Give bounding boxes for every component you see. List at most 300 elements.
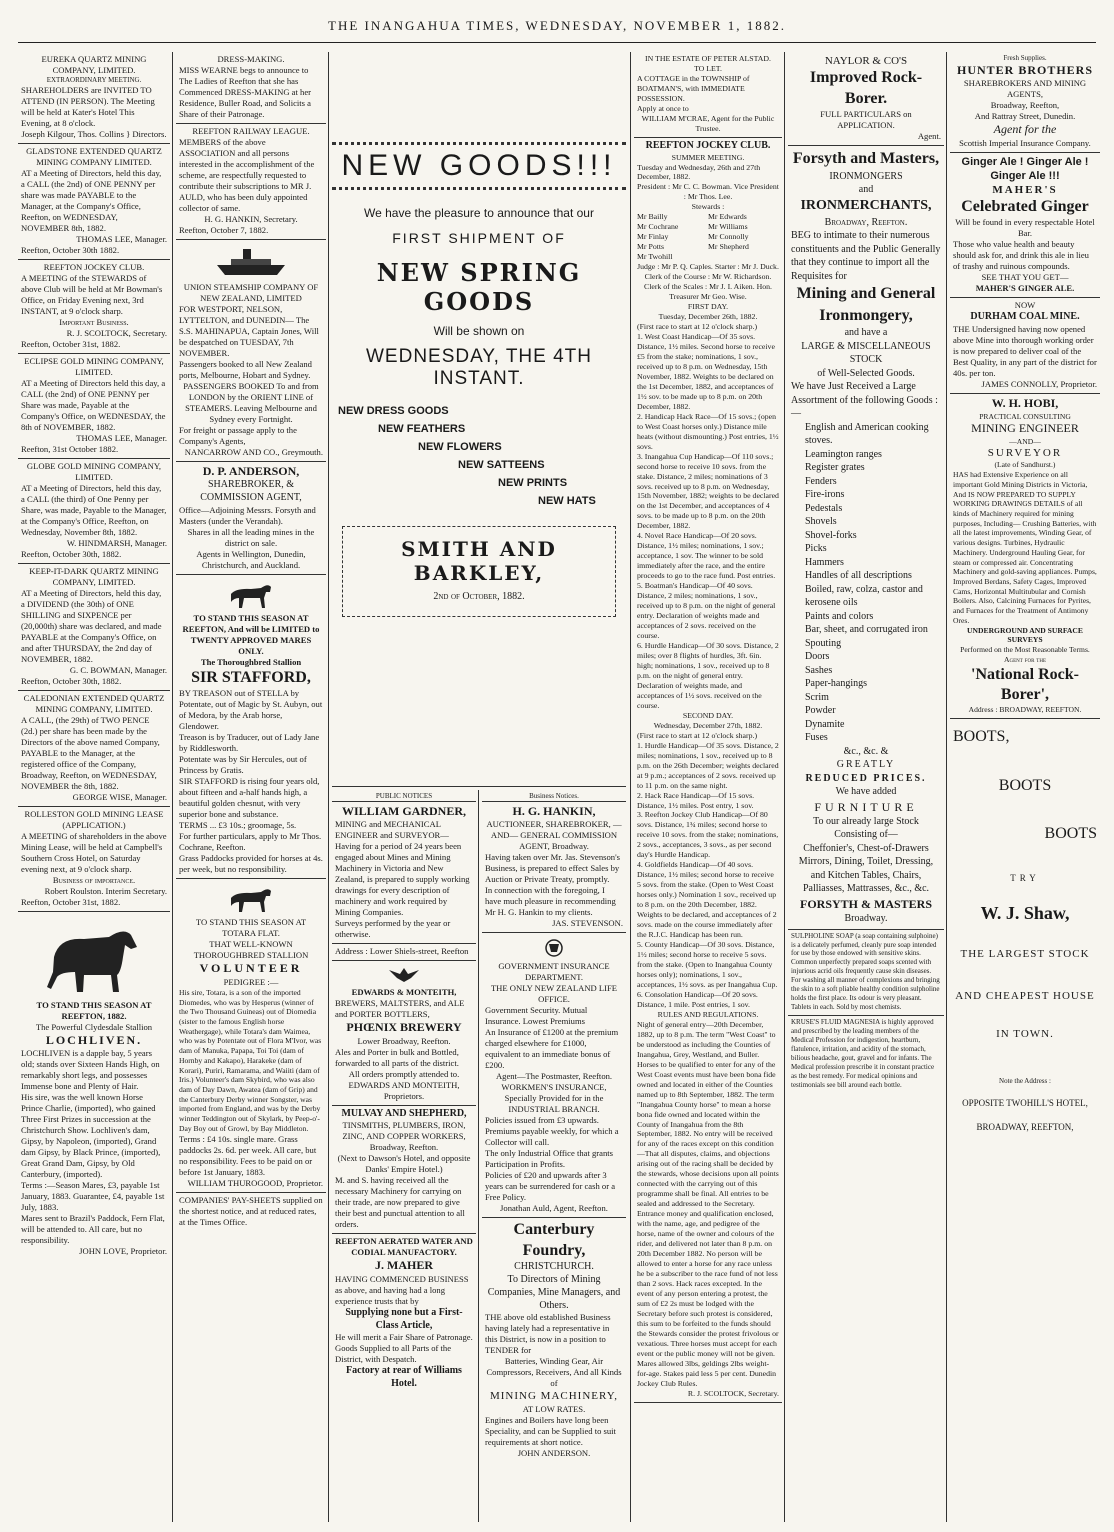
ad-body: Policies issued from £3 upwards. Premiums payable weekly, for which a Collector will call. <box>485 1115 619 1148</box>
goods-item: Bar, sheet, and corrugated iron <box>805 624 928 636</box>
mulvay-ad <box>332 1106 476 1235</box>
notice-body: AT a Meeting of Directors, held this day, a DIVIDEND (the 30th) of ONE SHILLING and SIXPENCE per (20,000th) share was declared, and made PAYABLE at the Company's Office, on and after THURSDAY, the 2nd day of NOVEMBER, 1882. <box>21 587 162 664</box>
column-7 <box>950 52 1100 1522</box>
ad-body: To Directors of Mining Companies, Mine Managers, and Others. <box>487 1274 621 1311</box>
race-entry: 6. Hurdle Handicap—Of 30 sovs. Distance, 2 miles; over 8 flights of hurdles, 3ft. 6in. high; nominations, 1 sov., received up to 8 p.m. on the night of general entry. Declaration of weights made, and acceptances of 1½ sovs. received on the course. <box>637 641 779 710</box>
notice-subtitle: SECOND DAY. <box>682 710 734 720</box>
ad-subtitle: IRONMONGERS <box>829 170 903 182</box>
goods-item: Sashes <box>805 664 833 676</box>
race-entry: 5. County Handicap—Of 30 sovs. Distance, 1½ miles; second horse to receive 5 sovs. from the stake. (Open to Inangahua County horses only); nominations, 1 sov., acceptances, 1½ sovs. as per Inangahua Cup. <box>637 940 778 989</box>
ad-title: DURHAM COAL MINE. <box>970 311 1080 323</box>
notice-date: Reefton, October 30th 1882. <box>21 244 120 255</box>
ad-body: HAS had Extensive Experience on all important Gold Mining Districts in Victoria, And IS NOW PREPARED TO SUPPLY WORKING DRAWINGS DETAILS of all kinds of Machinery required for mining purposes, Including— Crushing Batteries, with all the latest improvements, Winding Gear, of various designs. Turbines, Hydraulic Machinery. Underground Hauling Gear, for steam or compressed air. Concentrating Machinery and gold-saving appliances. Pumps, Improved Berdans, Safety Cages, Improved Cams, Horizontal Multitubular and Cornish Boilers. Also, Calcining Furnaces for Pyrites, and Furnaces for the Treatment of Antimony Ores. <box>953 470 1097 625</box>
ad-address: And Rattray Street, Dunedin. <box>974 111 1076 122</box>
ad-body: Those who value health and beauty should ask for, and drink this ale in lieu of trashy and ruinous compounds. <box>953 239 1089 272</box>
masthead-rule <box>18 42 1096 43</box>
goods-item: NEW PRINTS <box>498 477 568 489</box>
brewery-name: PHŒNIX BREWERY <box>346 1020 462 1035</box>
hankin-ad <box>482 802 626 933</box>
ad-signature: JOHN ANDERSON. <box>517 1447 591 1458</box>
ad-body: The only Industrial Office that grants Participation in Profits. <box>485 1148 613 1170</box>
ad-headline: TO STAND THIS SEASON AT REEFTON, 1882. <box>36 999 152 1021</box>
ad-body: M. and S. having received all the necessary Machinery for carrying on their trade, are now prepared to give their best and punctual attention to all orders. <box>335 1175 465 1230</box>
ad-title: J. MAHER <box>375 1258 433 1273</box>
ad-signature: JOHN LOVE, Proprietor. <box>79 1246 167 1257</box>
notice-body: President : Mr C. C. Bowman. Vice President : Mr Thos. Lee. <box>637 182 779 202</box>
column-divider <box>784 52 785 1522</box>
notice-body: Judge : Mr P. Q. Caples. Starter : Mr J. Duck. Clerk of the Course : Mr W. Richardson. Clerk of the Scales : Mr J. I. Aiken. Hon. Treasurer Mr Geo. Wise. <box>637 262 779 302</box>
railway-league-ad <box>176 124 326 240</box>
ad-body: AND CHEAPEST HOUSE <box>955 990 1095 1003</box>
ad-body: Note the Address : <box>999 1077 1051 1086</box>
notice-title: REEFTON JOCKEY CLUB. <box>645 139 771 151</box>
notice-body: Night of general entry—20th December, 1882, up to 8 p.m. The term "West Coast" to be understood as including the Counties of Inangahua, Grey, Westland, and Buller. Horses to be qualified to enter for any of the West Coast events must have been bona fide owned and located in either of the Counties named up to 8th September, 1882. The term "Inangahua County horse" to mean a horse bona fide owned and located within the County of Inangahua from the 8th September, 1882. No entry will be received for any of the races except on this condition—That all disputes, claims, and objections arising out of the racing shall be decided by the stewards, whose decisions upon all points connected with the carrying out of this programme shall be final. All entries to be sealed and addressed to the Secretary. Entrance money and qualification enclosed, with the name, age, and pedigree of the horse, name of the owner and colours of the rider, and delivered not later than 8 p.m. on 20th December 1882. No person will be allowed to enter a horse for any race unless he be a subscriber to the race fund of not less than 2 sovs. Hack races excepted. In the event of any person entering a protest, the sum of £2 2s must be lodged with the Secretary before such protest is considered, this sum to be forfeited to the funds should the Stewards consider the protest frivolous or vexatious. Three horses must accept for each event or the public money will not be given. Mares allowed 3lbs, geldings 2lbs weight-for-age. Stakes paid less 5 per cent. Dunedin Jockey Club Rules. <box>637 1019 779 1388</box>
royal-crest-icon <box>485 938 623 958</box>
ad-body: We have Just Received a Large Assortment of the following Goods :— <box>791 381 938 420</box>
ad-title: NAYLOR & CO'S <box>824 55 908 67</box>
eureka-notice <box>18 52 170 144</box>
goods-item: Doors <box>805 651 830 663</box>
ad-address: Broadway, Reefton. <box>369 1142 439 1153</box>
steward-name: Mr Shepherd <box>708 242 749 252</box>
eclipse-notice <box>18 354 170 459</box>
ad-title: DRESS-MAKING. <box>217 54 285 64</box>
goods-item: Pedestals <box>805 502 843 514</box>
notice-body: A CALL, (the 29th) of TWO PENCE (2d.) per share has been made by the Directors of the above named Company, PAYABLE to the Manager, at the registered office of the Company, Broadway, Reefton, on WEDNESDAY, NOVEMBER the 8th, 1882. <box>21 714 160 791</box>
ad-highlight: REDUCED PRICES. <box>805 772 927 784</box>
ad-title: EDWARDS & MONTEITH, <box>351 987 457 998</box>
column-divider <box>328 52 329 1522</box>
ad-body: Scottish Imperial Insurance Company. <box>959 137 1091 148</box>
race-entry: 2. Handicap Hack Race—Of 15 sovs.; (open to West Coast horses only.) Distance mile heats (without dismounting.) Post entries, 1½ sovs. <box>637 411 779 451</box>
lochliven-ad <box>18 912 170 1260</box>
ad-body: His sire, Totara, is a son of the imported Diomedes, who was by Hesperus (winner of the Two Thousand Guineas) out of Diomedia (sister to the famous English horse Weathergage), while Totara's dam Waimea, who was by Potentate out of Flora M'Ivor, was dam of Manuka, Papapa, Toi Toi (dam of Hornby and Kakapo), Harakeke (dam of Korari), Puriri, Ramarama, and Waiiti (dam of Iris.) Volunteer's dam Skybird, who was also dam of Day Dawn, Awatea (dam of Grip) and the Canterbury Derby winner Songster, was imported from England, and was by the Derby winner Teddington out of Skylark, by Peep-o'-Day Boy out of Growl, by Bay Middleton. <box>179 987 322 1133</box>
ad-body: GREATLY <box>836 759 896 771</box>
steward-name: Mr Finlay <box>637 232 669 242</box>
ad-signature: EDWARDS AND MONTEITH, Proprietors. <box>348 1079 460 1101</box>
ad-subtitle: SURVEYOR <box>987 447 1063 460</box>
ad-title: HUNTER BROTHERS <box>956 62 1094 77</box>
jockey-club-notice <box>18 260 170 354</box>
ad-subtitle: WORKMEN'S INSURANCE, Specially Provided for in the INDUSTRIAL BRANCH. <box>501 1082 607 1115</box>
ad-body: Passengers booked to all New Zealand ports, Melbourne, Hobart and Sydney. <box>179 359 312 380</box>
ad-body: For freight or passage apply to the Company's Agents, <box>179 425 297 446</box>
notice-title: ECLIPSE GOLD MINING COMPANY, LIMITED. <box>24 355 164 377</box>
notice-title: EUREKA QUARTZ MINING COMPANY, LIMITED. <box>41 54 147 75</box>
column-divider <box>172 52 173 1522</box>
ad-subtitle: MINING ENGINEER <box>971 421 1079 436</box>
goods-item: Picks <box>805 543 827 555</box>
goods-item: Fenders <box>805 475 837 487</box>
ad-title: D. P. ANDERSON, <box>202 464 300 478</box>
ad-date: Reefton, October 7, 1882. <box>179 225 269 235</box>
date-heading: WEDNESDAY, THE 4TH INSTANT. <box>366 346 592 389</box>
notice-subtitle: Stewards : <box>691 202 725 212</box>
keep-it-dark-notice <box>18 564 170 691</box>
sir-stafford-ad <box>176 575 326 879</box>
notice-body: Tuesday and Wednesday, 26th and 27th December, 1882. <box>637 162 761 182</box>
ad-title: UNION STEAMSHIP COMPANY OF NEW ZEALAND, LIMITED <box>183 282 319 303</box>
government-insurance-ad <box>482 933 626 1218</box>
ad-body: All orders promptly attended to. <box>348 1068 460 1079</box>
pay-sheets-ad <box>176 1193 326 1231</box>
goods-item: Spouting <box>805 637 842 649</box>
ad-body: THE above old established Business having lately had a representative in this District, is now in a position to TENDER for <box>485 1312 611 1356</box>
ad-headline: TO STAND THIS SEASON AT TOTARA FLAT. <box>195 917 307 939</box>
notice-title: ROLLESTON GOLD MINING LEASE <box>24 808 164 819</box>
stewards-list <box>637 212 779 262</box>
ad-body: FOR WESTPORT, NELSON, LYTTELTON, and DUNEDIN— The S.S. MAHINAPUA, Captain Jones, Will be despatched on TUESDAY, 7th NOVEMBER. <box>179 304 319 358</box>
race-entry: 4. Goldfields Handicap—Of 40 sovs. Distance, 1½ miles; second horse to receive 5 sovs. from the stake. (Open to West Coast horses only.) Nomination 1 sov., received up to 8 p.m. on the 20th December, 1882. Weights to be declared, and acceptances of 2 sovs. made on the course immediately after the R.J.C. Handicap has been run. <box>637 860 777 940</box>
ad-body: IN TOWN. <box>996 1028 1054 1041</box>
ad-body: TRY <box>1010 872 1040 883</box>
ad-title: WILLIAM GARDNER, <box>341 803 466 818</box>
hobi-engineer-ad <box>950 394 1100 719</box>
ad-subtitle: PEDIGREE :— <box>223 976 279 987</box>
notice-body: Wednesday, December 27th, 1882. <box>653 720 763 730</box>
ad-body: THE Undersigned having now opened above Mine into thorough working order is now prepared to deliver coal of the Best Quality, in any part of the district for 40s. per ton. <box>953 324 1097 379</box>
notice-body: A MEETING of the STEWARDS of above Club will be held at Mr Bowman's Office, on Friday Evening next, 3rd INSTANT, at 9 o'clock sharp. <box>21 272 163 316</box>
ad-body: He will merit a Fair Share of Patronage. <box>335 1332 473 1343</box>
notice-subtitle: (APPLICATION.) <box>62 819 126 830</box>
ad-body: Agent for the <box>1003 654 1047 664</box>
steward-name: Mr Connolly <box>708 232 749 242</box>
goods-list <box>332 402 626 510</box>
ad-terms: TERMS ... £3 10s.; groomage, 5s. <box>179 820 297 831</box>
ad-note: Fresh Supplies. <box>1003 54 1047 62</box>
notice-signature: GEORGE WISE, Manager. <box>72 791 167 802</box>
ad-body: In connection with the foregoing, I have much pleasure in recommending Mr H. G. Hankin to my clients. <box>485 885 616 918</box>
race-entry: 2. Hack Race Handicap—Of 15 sovs. Distance, 1½ miles. Post entry, 1 sov. <box>637 790 755 810</box>
aerated-water-ad <box>332 1234 476 1394</box>
ad-title: Improved Rock-Borer. <box>809 69 923 107</box>
ad-highlight: Ironmongery, <box>819 306 913 324</box>
volunteer-ad <box>176 879 326 1192</box>
rolleston-notice <box>18 807 170 912</box>
ad-body: We have added <box>835 786 897 798</box>
column-6 <box>788 52 944 1522</box>
ad-signature: Jonathan Auld, Agent, Reefton. <box>500 1203 608 1214</box>
spring-goods-heading: NEW SPRING GOODS <box>376 258 582 316</box>
notice-date: Reefton, October 30th, 1882. <box>21 675 122 686</box>
race-entry: 3. Inangahua Cup Handicap—Of 110 sovs.; second horse to receive 10 sovs. from the stake. Distance, 2 miles; nominations of 3 sovs. received up to 8 p.m. on Wednesday, 15th November, 1882; weights to be declared on the 1st December, and acceptances of 4 sovs. to be made up to 8 p.m. on the 20th December, 1882. <box>637 451 779 531</box>
column-4 <box>482 792 626 1522</box>
ad-title: BOOTS, <box>953 728 1010 746</box>
ad-body: &c., &c. & <box>843 745 889 757</box>
ad-body: BY TREASON out of STELLA by Potentate, out of Magic by St. Aubyn, out of Medora, by the Arab horse, Glendower. <box>179 688 323 732</box>
ad-body: Engines and Boilers have long been Speciality, and can be Supplied to suit requirements at short notice. <box>485 1414 616 1447</box>
ad-signature: FORSYTH & MASTERS <box>799 896 933 911</box>
steward-name: Mr Bailly <box>637 212 668 222</box>
ad-body: Factory at rear of Williams Hotel. <box>346 1365 462 1390</box>
ad-body: Policies of £20 and upwards after 3 years can be surrendered for cash or a Free Policy. <box>485 1170 616 1203</box>
ad-title: MAHER'S <box>992 183 1058 196</box>
naylor-ad <box>788 52 944 146</box>
ad-body: Having taken over Mr. Jas. Stevenson's Business, is prepared to effect Sales by Auction or Private Treaty, promptly. <box>485 852 620 885</box>
ad-highlight: MINING MACHINERY, <box>489 1390 619 1403</box>
ad-subtitle: THE ONLY NEW ZEALAND LIFE OFFICE. <box>490 983 618 1005</box>
ad-address: Address : BROADWAY, REEFTON. <box>968 705 1082 715</box>
ad-body: LARGE & MISCELLANEOUS STOCK <box>801 340 931 366</box>
ad-body: MEMBERS of the above ASSOCIATION and all persons interested in the accomplishment of the scheme, are respectfully requested to contribute their subscriptions to MR J. AULD, who has been duly appointed collector of same. <box>179 137 315 213</box>
race-entry: 3. Reefton Jockey Club Handicap—Of 80 sovs. Distance, 1¾ miles; second horse to receive 10 sovs. from the stake; nominations, 2 sovs., acceptances, 3 sovs., as per second day's Hurdle Handicap. <box>637 810 779 860</box>
notice-date: Reefton, October 31st, 1882. <box>21 338 121 349</box>
globe-notice <box>18 459 170 564</box>
notice-subtitle: EXTRAORDINARY MEETING. <box>46 76 142 84</box>
ad-body: PASSENGERS BOOKED To and from LONDON by the ORIENT LINE of STEAMERS. Leaving Melbourne and Sydney every Fortnight. <box>183 381 319 424</box>
ad-body: Performed on the Most Reasonable Terms. <box>960 645 1090 655</box>
ginger-ale-ad <box>950 153 1100 299</box>
dressmaking-ad <box>176 52 326 124</box>
goods-item: Fuses <box>805 732 828 744</box>
ad-body: Agents in Wellington, Dunedin, Christchurch, and Auckland. <box>196 548 306 570</box>
ad-body: Treason is by Traducer, out of Lady Jane by Riddlesworth. <box>179 732 320 754</box>
ad-title: MULVAY AND SHEPHERD, <box>341 1107 467 1119</box>
new-goods-banner <box>332 142 626 190</box>
notice-body: Tuesday, December 26th, 1882. <box>658 312 758 322</box>
notice-signature: Robert Roulston. Interim Secretary. <box>44 885 167 896</box>
ad-address: OPPOSITE TWOHILL'S HOTEL, <box>962 1098 1088 1109</box>
column-5 <box>634 52 782 1522</box>
ad-body: AUCTIONEER, SHAREBROKER, —AND— GENERAL COMMISSION AGENT, Broadway. <box>486 819 622 852</box>
ad-body: Batteries, Winding Gear, Air Compressors, Receivers, And all Kinds of <box>486 1356 622 1389</box>
steward-name: Mr Edwards <box>708 212 747 222</box>
notice-signature: R. J. SCOLTOCK, Secretary. <box>687 1388 779 1398</box>
ad-signature: Agent. <box>917 131 941 142</box>
ad-body: BREWERS, MALTSTERS, and ALE and PORTER BOTTLERS, <box>335 998 465 1020</box>
ad-body: Ales and Porter in bulk and Bottled, forwarded to all parts of the district. <box>335 1046 459 1068</box>
notice-note: Business of importance. <box>52 874 136 885</box>
ad-body: BEG to intimate to their numerous constituents and the Public Generally that they continue to import all the Requisites for <box>791 230 941 282</box>
ad-body: MISS WEARNE begs to announce to The Ladies of Reefton that she has Commenced DRESS-MAKING at her Residence, Buller Road, and Solicits a Share of their Patronage. <box>179 65 311 119</box>
ad-body: SULPHOLINE SOAP (a soap containing sulphoine) is a delicately perfumed, cleanly pure soap intended for use by those endowed with sensitive skins. Common unperfectly prepared soaps scented with injurious acrid oils frequently cause skin diseases. For washing all manner of complexions and bringing the skin to a soft pliable healthy condition sulpholine holds the first place. Its odour is very pleasant. Tablets in each. Sold by most chemists. <box>791 931 940 1012</box>
goods-item: Shovel-forks <box>805 529 857 541</box>
goods-item: Handles of all descriptions <box>805 570 912 582</box>
draught-horse-icon <box>21 917 167 997</box>
firm-box <box>342 526 616 617</box>
ad-body: TINSMITHS, PLUMBERS, IRON, ZINC, AND COPPER WORKERS, <box>342 1120 466 1142</box>
steamship-ad <box>176 240 326 462</box>
ad-body: and <box>858 184 874 196</box>
column-2 <box>176 52 326 1522</box>
ad-body: NOW <box>1014 300 1036 311</box>
forsyth-masters-ad <box>788 146 944 930</box>
ad-body: An Insurance of £1200 at the premium charged elsewhere for £1000, equivalent to an immediate bonus of £200. <box>485 1027 619 1071</box>
ad-body: Will be found in every respectable Hotel Bar. <box>955 217 1095 239</box>
ad-subtitle: The Thoroughbred Stallion <box>200 656 302 667</box>
ad-signature: WILLIAM THUROGOOD, Proprietor. <box>187 1177 323 1188</box>
ad-signature: JAS. STEVENSON. <box>552 918 623 929</box>
race-list <box>637 332 779 711</box>
ad-body: (Late of Sandhurst.) <box>994 460 1056 470</box>
firm-name: SMITH AND BARKLEY, <box>401 537 557 585</box>
notice-subtitle: TO LET. <box>694 63 722 73</box>
column-divider <box>630 52 631 1522</box>
column-3 <box>332 792 476 1522</box>
goods-item: Scrim <box>805 691 829 703</box>
column-divider <box>478 790 479 1522</box>
ad-body: SIR STAFFORD is rising four years old, about fifteen and a-half hands high, a beautiful golden chesnut, with very superior bone and substance. <box>179 776 320 820</box>
goods-item: Leamington ranges <box>805 448 882 460</box>
notice-signature: W. HINDMARSH, Manager. <box>66 537 167 548</box>
ad-title: W. H. HOBI, <box>991 396 1059 411</box>
ad-address: BROADWAY, REEFTON, <box>976 1121 1074 1132</box>
ad-address: Address : Lower Shiels-street, Reefton <box>335 946 469 957</box>
notice-subtitle: RULES AND REGULATIONS. <box>657 1009 759 1019</box>
ad-highlight: Celebrated Ginger <box>961 197 1089 215</box>
ad-body: Surveys performed by the year or otherwise. <box>335 918 451 940</box>
ad-subtitle: THAT WELL-KNOWN THOROUGHBRED STALLION <box>193 939 309 961</box>
goods-item: Powder <box>805 705 836 717</box>
goods-item: Paper-hangings <box>805 678 868 690</box>
ad-highlight: MAHER'S GINGER ALE. <box>975 283 1075 294</box>
goods-item: Hammers <box>805 556 844 568</box>
ad-terms: Grass Paddocks provided for horses at 4s. per week, but no responsibility. <box>179 853 323 875</box>
notice-body: A COTTAGE in the TOWNSHIP of BOATMAN'S, with IMMEDIATE POSSESSION. <box>637 73 750 103</box>
goods-item: Shovels <box>805 516 837 528</box>
ad-body: —AND— <box>1009 436 1041 446</box>
ad-address: Lower Broadway, Reefton. <box>357 1035 451 1046</box>
notice-title: GLOBE GOLD MINING COMPANY, LIMITED. <box>26 460 162 482</box>
ad-highlight: FURNITURE <box>814 799 918 814</box>
ad-body: Goods Supplied to all Parts of the District, with Despatch. <box>335 1343 452 1365</box>
notice-title: KEEP-IT-DARK QUARTZ MINING COMPANY, LIMITED. <box>29 565 159 587</box>
gladstone-notice <box>18 144 170 260</box>
notice-title: REEFTON JOCKEY CLUB. <box>43 261 145 272</box>
eagle-crest-icon <box>335 966 473 984</box>
ad-title: Canterbury Foundry, <box>513 1221 595 1259</box>
ad-title: H. G. HANKIN, <box>512 803 596 818</box>
ad-body: (Next to Dawson's Hotel, and opposite Danks' Empire Hotel.) <box>337 1153 471 1175</box>
race-entry: 6. Consolation Handicap—Of 20 sovs. Distance, 1 mile. Post entries, 1 sov. <box>637 989 758 1009</box>
stallion-name: VOLUNTEER <box>199 961 303 976</box>
goods-item: Paints and colors <box>805 610 874 622</box>
section-heading: Business Notices. <box>482 792 626 802</box>
goods-list <box>791 421 941 745</box>
goods-item: NEW FLOWERS <box>418 441 502 453</box>
stallion-name: LOCHLIVEN. <box>45 1032 143 1047</box>
notice-body: SHAREHOLDERS are INVITED TO ATTEND (IN PERSON). The Meeting will be held at Kater's Hotel This Evening, at 8 o'clock. <box>21 84 155 128</box>
notice-title: IN THE ESTATE OF PETER ALSTAD. <box>645 54 771 63</box>
ad-terms: Terms : £4 10s. single mare. Grass paddocks 2s. 6d. per week. All care, but no responsibility. Fees to be paid on or before 1st January, 1883. <box>179 1133 317 1177</box>
ad-body: Shares in all the leading mines in the district on sale. <box>187 526 315 548</box>
ad-body: Agent for the <box>993 122 1057 137</box>
hunter-brothers-ad <box>950 52 1100 153</box>
goods-item: NEW SATTEENS <box>458 459 545 471</box>
notice-subtitle: SUMMER MEETING. <box>671 152 745 162</box>
ad-body: Office—Adjoining Messrs. Forsyth and Masters (under the Verandah). <box>179 504 316 526</box>
ad-body: COMPANIES' PAY-SHEETS supplied on the shortest notice, and at reduced rates, at the Times Office. <box>179 1194 323 1227</box>
ad-signature: NANCARROW AND CO., Greymouth. <box>184 447 323 457</box>
goods-item: NEW DRESS GOODS <box>338 405 449 417</box>
ad-terms: Mares sent to Brazil's Paddock, Fern Flat, will be attended to. All care, but no responsibility. <box>21 1213 165 1246</box>
steward-name: Mr Twohill <box>637 252 673 262</box>
notice-title: GLADSTONE EXTENDED QUARTZ MINING COMPANY LIMITED. <box>26 145 162 167</box>
ad-body: and have a <box>844 327 888 339</box>
ad-address: Broadway, Reefton. <box>824 216 908 228</box>
notice-date: Reefton, October 31st, 1882. <box>21 896 121 907</box>
ad-subtitle: UNDERGROUND AND SURFACE SURVEYS <box>967 625 1083 645</box>
notice-body: AT a Meeting of Directors held this day, a CALL (the 2nd) of ONE PENNY per Share was made, Payable at the Company's Office, on WEDNESDAY, the 8th of NOVEMBER, 1882. <box>21 377 166 432</box>
ad-address: Broadway, Reefton, <box>990 100 1060 111</box>
notice-body: AT a Meeting of Directors, held this day, a CALL (the third) of One Penny per Share, was made, Payable to the Manager, at the Company's Office, Reefton, on Wednesday, November 8th, 1882. <box>21 482 167 537</box>
gardner-address <box>332 944 476 961</box>
notice-signature: THOMAS LEE, Manager. <box>76 432 167 443</box>
masthead: THE INANGAHUA TIMES, WEDNESDAY, NOVEMBER 1, 1882. <box>328 18 786 33</box>
ad-subtitle: CHRISTCHURCH. <box>514 1261 594 1273</box>
steward-name: Mr Cochrane <box>637 222 679 232</box>
goods-item: NEW HATS <box>538 495 596 507</box>
gardner-ad <box>332 802 476 944</box>
notice-note: Important Business. <box>59 316 129 327</box>
notice-signature: THOMAS LEE, Manager. <box>76 233 167 244</box>
race-entry: 1. Hurdle Handicap—Of 35 sovs. Distance, 2 miles; nominations, 1 sov., received up to 8 p.m. on the 26th December; weights declared at 9 p.m.; acceptances of 2 sovs. received up to 11 p.m. on the same night. <box>637 740 779 790</box>
ad-agent: Agent—The Postmaster, Reefton. <box>495 1071 613 1082</box>
ad-signature: JAMES CONNOLLY, Proprietor. <box>981 379 1097 390</box>
race-entry: 4. Novel Race Handicap—Of 20 sovs. Distance, 1½ miles; nominations, 1 sov.; acceptance, 1 sov. The winner to be sold immediately after the race, and the entire proceeds to go to the race fund. Post entries. <box>637 531 776 581</box>
ad-body: Potentate was by Sir Hercules, out of Princess by Gratis. <box>179 754 307 776</box>
ad-title: REEFTON RAILWAY LEAGUE. <box>192 126 310 136</box>
ad-highlight: 'National Rock-Borer', <box>971 665 1079 703</box>
goods-item: English and American cooking stoves. <box>805 421 929 447</box>
horse-icon <box>179 884 323 914</box>
ad-subtitle: The Powerful Clydesdale Stallion <box>35 1021 153 1032</box>
ad-body: Cheffonier's, Chest-of-Drawers Mirrors, Dining, Toilet, Dressing, and Kitchen Tables, Chairs, Palliasses, Mattrasses, &c., &c. <box>798 842 934 895</box>
caledonian-notice <box>18 691 170 807</box>
ad-title: Forsyth and Masters, <box>792 150 940 168</box>
kruse-ad <box>788 1016 944 1093</box>
steward-name: Mr Potts <box>637 242 665 252</box>
ad-body: FIRST SHIPMENT OF <box>392 230 566 246</box>
ad-terms: Terms :—Season Mares, £3, payable 1st January, 1883. Guarantee, £4, payable 1st July, 1883. <box>21 1180 165 1213</box>
ad-title: BOOTS <box>1044 825 1097 843</box>
ad-body: KRUSE'S FLUID MAGNESIA is highly approved and prescribed by the leading members of the Medical Profession for indigestion, heartburn, flatulence, irritation, and acidity of the stomach, bilious headache, gout, gravel and for infants. The Medical profession prescribe it in constant practice as the best remedy. For medical opinions and testimonials see bill around each bottle. <box>791 1018 935 1089</box>
ad-headline: TO STAND THIS SEASON AT REEFTON, And will be LIMITED to TWENTY APPROVED MARES ONLY. <box>182 612 320 656</box>
ad-date: 2nd of October, 1882. <box>433 591 525 602</box>
notice-date: Reefton, October 30th, 1882. <box>21 548 122 559</box>
ad-body: His sire, was the well known Horse Prince Charlie, (imported), who gained Three First Prizes in succession at the Christchurch Show. Lochliven's dam, Gipsy, by Napoleon, (imported), Grand dam Gipsy, by Black Prince, (imported), Great Grand Dam, Gipsy, by Old Canterbury, (imported). <box>21 1092 161 1180</box>
ad-body: Will be shown on <box>433 324 525 338</box>
ad-title: GOVERNMENT INSURANCE DEPARTMENT. <box>498 961 610 983</box>
ad-title: BOOTS <box>998 776 1052 794</box>
estate-notice <box>634 52 782 138</box>
race-list <box>637 741 779 1010</box>
notice-body: AT a Meeting of Directors, held this day, a CALL (the 2nd) of ONE PENNY per share was made PAYABLE to the Manager, at the Company's Office, Reefton, on WEDNESDAY, NOVEMBER 8th, 1882. <box>21 167 162 233</box>
notice-body: Apply at once to <box>637 103 689 113</box>
ad-body: SEE THAT YOU GET— <box>981 272 1069 283</box>
column-1 <box>18 52 170 1522</box>
notice-signature: Joseph Kilgour, Thos. Collins } Directors. <box>21 128 167 139</box>
ad-title: REEFTON AERATED WATER AND CODIAL MANUFACTORY. <box>335 1236 473 1258</box>
ad-highlight: Mining and General <box>796 285 936 302</box>
goods-item: Fire-irons <box>805 489 845 501</box>
new-goods-heading: NEW GOODS!!! <box>341 149 617 182</box>
notice-subtitle: FIRST DAY. <box>687 302 729 312</box>
ad-subtitle: PRACTICAL CONSULTING <box>979 411 1071 421</box>
notice-signature: WILLIAM M'CRAE, Agent for the Public Trustee. <box>641 113 775 133</box>
ad-body: Supplying none but a First-Class Article, <box>345 1306 463 1331</box>
notice-date: Reefton, 31st October 1882. <box>21 443 119 454</box>
ad-subtitle: SHAREBROKERS AND MINING AGENTS, <box>963 78 1087 100</box>
ad-body: AT LOW RATES. <box>522 1403 586 1414</box>
ad-subtitle: SHAREBROKER, & COMMISSION AGENT, <box>200 479 302 504</box>
durham-coal-ad <box>950 298 1100 394</box>
edwards-ad <box>332 961 476 1105</box>
race-entry: 1. West Coast Handicap—Of 35 sovs. Distance, 1½ miles. Second horse to receive £5 from the stake; nominations, 1 sov., received up to 8 p.m. on Wednesday, 15th November, 1882. Weights to be declared on the 1st December, 1882, and acceptances of 1½ sov. to be made up to 8 p.m. on 20th December, 1882. <box>637 331 775 411</box>
ad-body: We have the pleasure to announce that our <box>364 206 594 220</box>
ad-body: of Well-Selected Goods. <box>817 367 915 379</box>
ad-body: To our already large Stock Consisting of— <box>813 815 919 841</box>
